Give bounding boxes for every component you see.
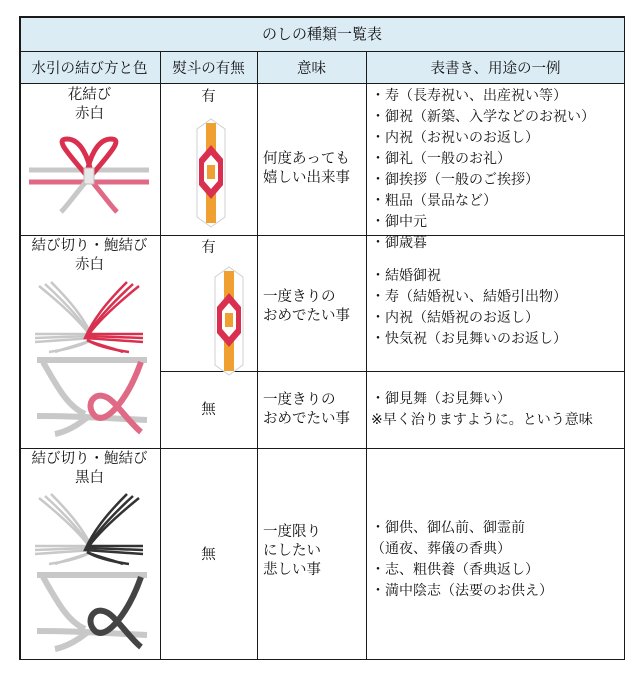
list-item: ・志、粗供養（香典返し） [371,562,539,578]
list-item: ・御歳暮 [371,235,427,251]
noshi-value: 無 [201,402,216,418]
uses-list [371,389,593,431]
noshi-value: 無 [201,547,216,563]
list-item: ※早く治りますように。という意味 [371,412,593,428]
list-item: ・粗品（景品など） [371,193,497,209]
list-item: ・寿（長寿祝い、出産祝い等） [371,88,567,104]
list-item: ・御供、御仏前、御霊前 [371,520,525,536]
noshi-icon [195,119,227,227]
noshi-value: 有 [201,240,216,256]
knot-name: 結び切り・鮑結び [31,238,148,254]
meaning-line: 嬉しい出来事 [263,170,350,186]
header-uses: 表書き、用途の一例 [366,51,625,83]
list-item: ・御中元 [371,214,427,230]
meaning-line: 悲しい事 [263,562,321,578]
grid-line [624,16,626,660]
musubikiri-knot-icon [35,282,143,352]
meaning-line: にしたい [263,543,321,559]
awabi-knot-icon [37,571,147,651]
table-title: のしの種類一覧表 [19,16,625,51]
meaning-line: おめでたい事 [263,411,350,427]
list-item: ・満中陰志（法要のお供え） [371,583,553,599]
meaning-line: 一度限り [263,524,321,540]
list-item: ・寿（結婚祝い、結婚引出物） [371,289,567,305]
grid-line [19,83,625,84]
meaning-line: おめでたい事 [263,308,350,324]
list-item: ・結婚御祝 [371,268,441,284]
noshi-icon [213,267,245,375]
header-meaning: 意味 [257,51,366,83]
knot-color: 黒白 [75,470,104,486]
grid-line [257,51,258,660]
header-knot: 水引の結び方と色 [19,51,160,83]
list-item: ・内祝（結婚祝のお返し） [371,310,539,326]
grid-line [19,448,625,449]
grid-line [19,51,625,52]
list-item: （通夜、葬儀の香典） [371,541,511,557]
grid-line [19,16,625,18]
knot-name: 結び切り・鮑結び [31,451,148,467]
awabi-knot-icon [37,356,147,436]
hanamusubi-knot-icon [29,134,149,214]
knot-color: 赤白 [75,106,104,122]
knot-color: 赤白 [75,257,104,273]
noshi-value: 有 [201,89,216,105]
uses-list [371,518,553,602]
noshi-table [19,16,625,660]
meaning-line: 何度あっても [263,151,350,167]
header-noshi: 熨斗の有無 [160,51,257,83]
musubikiri-knot-icon [35,494,143,564]
list-item: ・御礼（一般のお礼） [371,151,511,167]
uses-list [371,86,595,254]
knot-name: 花結び [67,87,112,103]
meaning-line: 一度きりの [263,392,336,408]
uses-list [371,266,567,350]
grid-line [160,51,161,660]
list-item: ・内祝（お祝いのお返し） [371,130,539,146]
meaning-line: 一度きりの [263,289,336,305]
list-item: ・御挨拶（一般のご挨拶） [371,172,539,188]
list-item: ・御見舞（お見舞い） [371,391,511,407]
grid-line [366,51,367,660]
grid-line [19,659,625,661]
list-item: ・快気祝（お見舞いのお返し） [371,331,567,347]
list-item: ・御祝（新築、入学などのお祝い） [371,109,595,125]
